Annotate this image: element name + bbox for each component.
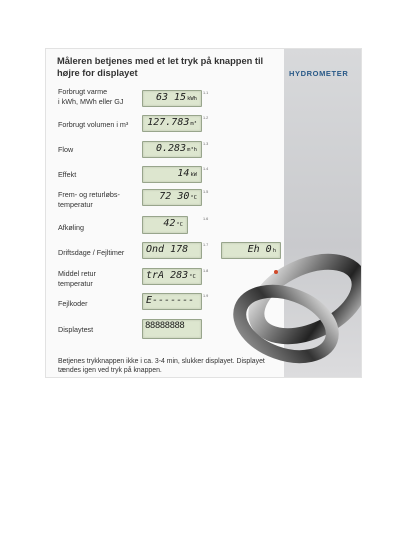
lcd-forbrugt-volumen: 127.783m³ bbox=[142, 115, 202, 132]
lcd-displaytest: 88888888 bbox=[142, 319, 202, 339]
meter-manual-page bbox=[45, 48, 362, 378]
ref-1-2: 1.2 bbox=[203, 116, 209, 120]
ref-1-1: 1.1 bbox=[203, 91, 209, 95]
label-forbrugt-volumen: Forbrugt volumen i m³ bbox=[58, 120, 129, 129]
lcd-frem-retur: 72 30°C bbox=[142, 189, 202, 206]
ref-1-5: 1.5 bbox=[203, 190, 209, 194]
lcd-effekt: 14kW bbox=[142, 166, 202, 183]
lcd-forbrugt-varme: 63 15kWh bbox=[142, 90, 202, 107]
ref-1-6: 1.6 bbox=[203, 217, 209, 221]
ref-1-4: 1.4 bbox=[203, 167, 209, 171]
label-displaytest: Displaytest bbox=[58, 325, 94, 334]
label-forbrugt-varme: Forbrugt varme i kWh, MWh eller GJ bbox=[58, 87, 124, 106]
ref-1-7: 1.7 bbox=[203, 243, 209, 247]
lcd-driftsdage: Ond 178 bbox=[142, 242, 202, 259]
lcd-fejltimer: Eh 0h bbox=[221, 242, 281, 259]
footer-note: Betjenes trykknappen ikke i ca. 3-4 min, slukker displayet. Displayet tændes igen ved tryk på knappen. bbox=[58, 358, 265, 374]
brand-logo: HYDROMETER bbox=[289, 69, 349, 78]
ref-1-9: 1.9 bbox=[203, 294, 209, 298]
ref-1-3: 1.3 bbox=[203, 142, 209, 146]
label-effekt: Effekt bbox=[58, 170, 77, 179]
label-frem-retur: Frem- og returløbs- temperatur bbox=[58, 190, 120, 209]
label-afkoling: Afkøling bbox=[58, 223, 84, 232]
label-fejlkoder: Fejlkoder bbox=[58, 299, 88, 308]
lcd-fejlkoder: E------- bbox=[142, 293, 202, 310]
page-heading: Måleren betjenes med et let tryk på knappen til højre for displayet bbox=[57, 56, 264, 78]
lcd-afkoling: 42°C bbox=[142, 216, 188, 234]
lcd-middel-retur: trA 283°C bbox=[142, 268, 202, 285]
label-driftsdage: Driftsdage / Fejltimer bbox=[58, 248, 125, 257]
ref-1-8: 1.8 bbox=[203, 269, 209, 273]
lcd-flow: 0.283m³h bbox=[142, 141, 202, 158]
label-middel-retur: Middel retur temperatur bbox=[58, 269, 96, 288]
label-flow: Flow bbox=[58, 145, 74, 154]
